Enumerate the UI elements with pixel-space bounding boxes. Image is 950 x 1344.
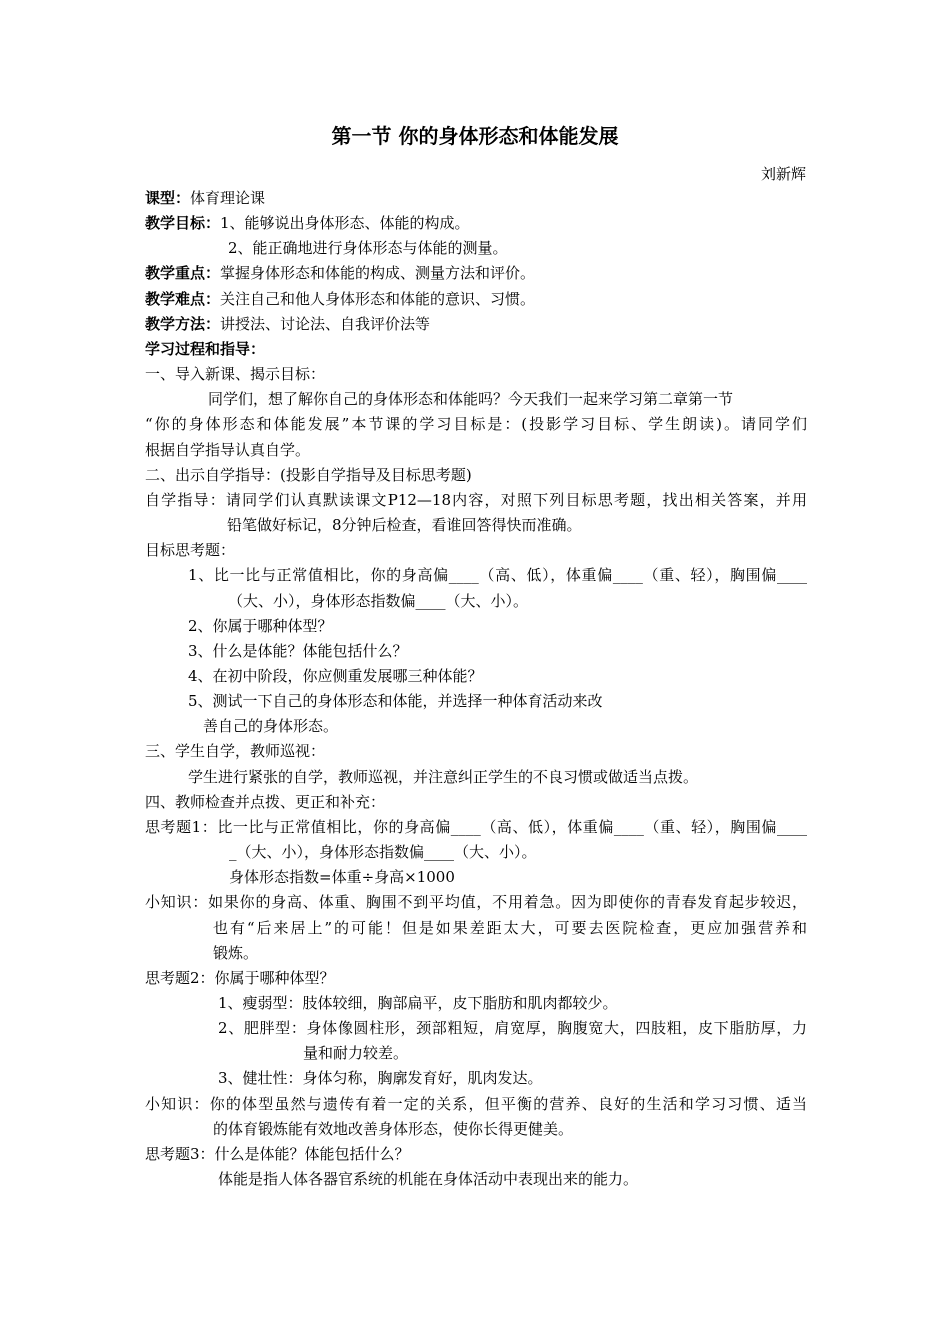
question-1-line-1: 1、比一比与正常值相比，你的身高偏____（高、低），体重偏____（重、轻），胸围偏____ [188,566,807,585]
course-type-label: 课型： [145,189,191,207]
question-4: 4、在初中阶段，你应侧重发展哪三种体能？ [188,666,483,685]
body-type-obese-line-1: 2、肥胖型：身体像圆柱形，颈部粗短，肩宽厚，胸腹宽大，四肢粗，皮下脂肪厚，力 [218,1019,807,1038]
section2-heading: 二、出示自学指导：(投影自学指导及目标思考题) [145,465,472,484]
question-5-line-1: 5、测试一下自己的身体形态和体能，并选择一种体育活动来改 [188,692,603,711]
process-heading: 学习过程和指导： [145,339,266,358]
difficulties-label: 教学难点： [145,289,221,308]
key-points-label: 教学重点： [145,264,221,283]
section1-paragraph-line-1: 同学们，想了解你自己的身体形态和体能吗？今天我们一起来学习第二章第一节 [208,390,734,409]
tip-2-line-1: 小知识：你的体型虽然与遗传有着一定的关系，但平衡的营养、良好的生活和学习习惯、适当 [145,1094,807,1113]
document-body [145,186,807,1192]
objective-item-1: 1、能够说出身体形态、体能的构成。 [220,214,470,233]
question-1-line-2: （大、小），身体形态指数偏____（大、小）。 [228,591,529,610]
body-index-formula: 身体形态指数=体重÷身高×1000 [229,868,455,887]
self-study-guide-line-1: 自学指导：请同学们认真默读课文P12—18内容，对照下列目标思考题，找出相关答案，并用 [145,490,807,509]
think-question-1-line-1: 思考题1：比一比与正常值相比，你的身高偏____（高、低），体重偏____（重、轻），胸围偏____ [145,817,807,836]
tip-2-line-2: 的体育锻炼能有效地改善身体形态，使你长得更健美。 [213,1119,574,1138]
section1-paragraph-line-3: 根据自学指导认真自学。 [145,440,311,459]
think-question-2-heading: 思考题2：你属于哪种体型？ [145,968,335,987]
key-points-line [145,261,807,286]
course-type-value: 体育理论课 [190,189,266,207]
difficulties-line [145,287,807,312]
question-3: 3、什么是体能？体能包括什么？ [188,641,408,660]
think-question-3-heading: 思考题3：什么是体能？体能包括什么？ [145,1144,410,1163]
think-question-3-answer: 体能是指人体各器官系统的机能在身体活动中表现出来的能力。 [218,1170,639,1189]
section3-paragraph: 学生进行紧张的自学，教师巡视，并注意纠正学生的不良习惯或做适当点拨。 [188,767,699,786]
think-question-1-line-2: _（大、小），身体形态指数偏____（大、小）。 [229,843,537,862]
methods-value: 讲授法、讨论法、自我评价法等 [220,314,431,333]
body-type-thin: 1、瘦弱型：肢体较细，胸部扁平，皮下脂肪和肌肉都较少。 [218,994,618,1012]
methods-label: 教学方法： [145,314,221,333]
questions-heading: 目标思考题： [145,541,236,560]
tip-1-line-1: 小知识：如果你的身高、体重、胸围不到平均值，不用着急。因为即使你的青春发育起步较迟， [145,893,807,912]
body-type-strong: 3、健壮性：身体匀称，胸廓发育好，肌肉发达。 [218,1069,543,1088]
objectives-line [145,211,807,236]
section1-heading: 一、导入新课、揭示目标： [145,365,326,384]
self-study-guide-line-2: 铅笔做好标记，8分钟后检查，看谁回答得快而准确。 [227,516,582,535]
course-type-line [145,186,807,211]
tip-1-line-2: 也有“后来居上”的可能！但是如果差距太大，可要去医院检查，更应加强营养和 [213,918,807,937]
methods-line [145,312,807,337]
objectives-label: 教学目标： [145,214,221,233]
key-points-value: 掌握身体形态和体能的构成、测量方法和评价。 [220,264,536,283]
page-title: 第一节 你的身体形态和体能发展 [331,124,619,148]
question-5-line-2: 善自己的身体形态。 [203,717,339,736]
difficulties-value: 关注自己和他人身体形态和体能的意识、习惯。 [220,289,536,308]
objective-item-2: 2、能正确地进行身体形态与体能的测量。 [228,239,508,258]
body-type-obese-line-2: 量和耐力较差。 [303,1044,409,1063]
section1-paragraph-line-2: “你的身体形态和体能发展”本节课的学习目标是：(投影学习目标、学生朗读)。请同学们 [145,415,807,434]
section3-heading: 三、学生自学，教师巡视： [145,742,326,761]
question-2: 2、你属于哪种体型？ [188,616,333,635]
section4-heading: 四、教师检查并点拨、更正和补充： [145,792,386,811]
tip-1-line-3: 锻炼。 [213,943,259,962]
author-name: 刘新辉 [760,165,806,183]
